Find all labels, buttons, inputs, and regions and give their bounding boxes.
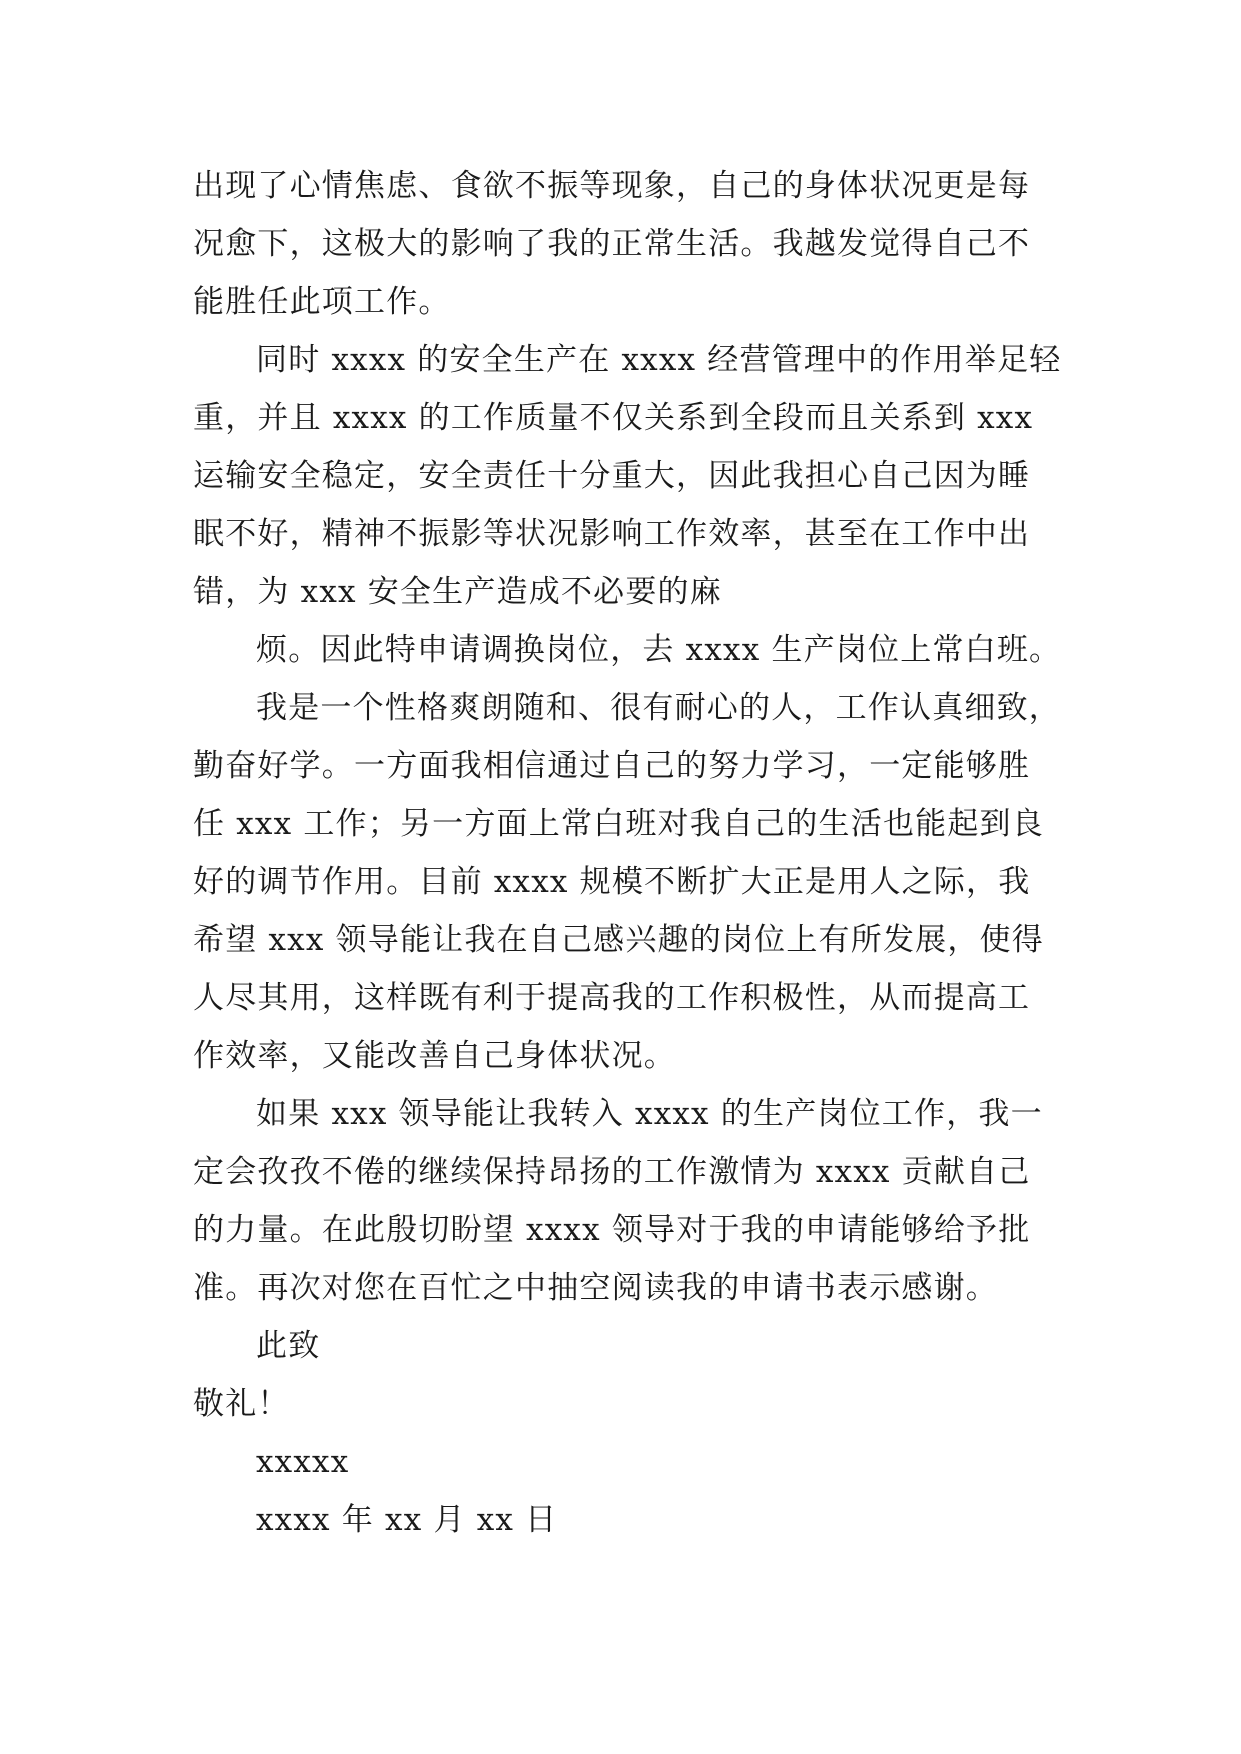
- paragraph-5-line-2: 定会孜孜不倦的继续保持昂扬的工作激情为 xxxx 贡献自己: [193, 1154, 1031, 1190]
- paragraph-4-line-3: 任 xxx 工作；另一方面上常白班对我自己的生活也能起到良: [193, 806, 1044, 842]
- paragraph-3-line-1: 烦。因此特申请调换岗位，去 xxxx 生产岗位上常白班。: [256, 632, 1062, 668]
- closing-salutation: 此致: [256, 1328, 321, 1364]
- paragraph-5-line-3: 的力量。在此殷切盼望 xxxx 领导对于我的申请能够给予批: [193, 1212, 1031, 1248]
- paragraph-4-line-1: 我是一个性格爽朗随和、很有耐心的人，工作认真细致，: [256, 690, 1061, 726]
- paragraph-2-line-4: 眠不好，精神不振影等状况影响工作效率，甚至在工作中出: [193, 516, 1031, 552]
- paragraph-4-line-6: 人尽其用，这样既有利于提高我的工作积极性，从而提高工: [193, 980, 1031, 1016]
- paragraph-5-line-4: 准。再次对您在百忙之中抽空阅读我的申请书表示感谢。: [193, 1270, 998, 1306]
- paragraph-4-line-5: 希望 xxx 领导能让我在自己感兴趣的岗位上有所发展，使得: [193, 922, 1044, 958]
- paragraph-1-line-1: 出现了心情焦虑、食欲不振等现象，自己的身体状况更是每: [193, 168, 1031, 204]
- paragraph-2-line-2: 重，并且 xxxx 的工作质量不仅关系到全段而且关系到 xxx: [193, 400, 1034, 436]
- paragraph-2-line-3: 运输安全稳定，安全责任十分重大，因此我担心自己因为睡: [193, 458, 1031, 494]
- paragraph-1-line-3: 能胜任此项工作。: [193, 284, 451, 320]
- paragraph-4-line-7: 作效率，又能改善自己身体状况。: [193, 1038, 676, 1074]
- paragraph-4-line-4: 好的调节作用。目前 xxxx 规模不断扩大正是用人之际，我: [193, 864, 1031, 900]
- paragraph-4-line-2: 勤奋好学。一方面我相信通过自己的努力学习，一定能够胜: [193, 748, 1031, 784]
- signature-date: xxxx 年 xx 月 xx 日: [256, 1502, 558, 1538]
- paragraph-1-line-2: 况愈下，这极大的影响了我的正常生活。我越发觉得自己不: [193, 226, 1031, 262]
- closing-regards: 敬礼！: [193, 1386, 290, 1422]
- paragraph-5-line-1: 如果 xxx 领导能让我转入 xxxx 的生产岗位工作，我一: [256, 1096, 1043, 1132]
- signature-name: xxxxx: [256, 1444, 350, 1480]
- paragraph-2-line-5: 错，为 xxx 安全生产造成不必要的麻: [193, 574, 722, 610]
- paragraph-2-line-1: 同时 xxxx 的安全生产在 xxxx 经营管理中的作用举足轻: [256, 342, 1062, 378]
